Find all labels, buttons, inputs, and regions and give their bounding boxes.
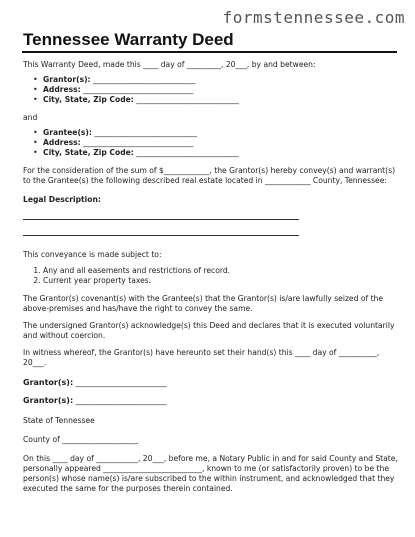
deed-body xyxy=(23,60,403,494)
grantee-name-label: Grantee(s): xyxy=(43,128,92,137)
grantee-city-blank: ___________________________ xyxy=(136,148,239,157)
grantor-block xyxy=(23,75,403,105)
signature-label: Grantor(s): xyxy=(23,378,74,387)
grantor-city-blank: ___________________________ xyxy=(136,95,239,104)
grantee-name-blank: ___________________________ xyxy=(94,128,197,137)
subject-to-list xyxy=(23,266,403,286)
subject-item: 1. Any and all easements and restrictions of record. xyxy=(43,266,403,276)
signature-blank: ________________________ xyxy=(75,378,167,387)
and-text: and xyxy=(23,113,38,122)
consideration-paragraph: For the consideration of the sum of $____________, the Grantor(s) hereby convey(s) and warrant(s) to the Grantee(s) the following described real estate located in ____________ County, Tennessee: xyxy=(23,166,396,185)
notary-paragraph: On this ____ day of ___________, 20___, before me, a Notary Public in and for said County and State, personally appeared __________________________, known to me (or satisfactorily proven) to be the person(s) whose name(s) is/are subscribed to the within instrument, and acknowledged that they executed the same for the purposes therein contained. xyxy=(23,454,398,493)
grantee-block xyxy=(23,128,403,158)
grantor-city-label: City, State, Zip Code: xyxy=(43,95,134,104)
grantee-address-label: Address: xyxy=(43,138,81,147)
grantor-name-blank: ___________________________ xyxy=(93,75,196,84)
legal-description-line-2 xyxy=(23,235,299,236)
document-title: Tennessee Warranty Deed xyxy=(23,30,234,49)
witness-paragraph: In witness whereof, the Grantor(s) have hereunto set their hand(s) this ____ day of __________, 20___. xyxy=(23,348,380,367)
signature-blank: ________________________ xyxy=(75,396,167,405)
state-line: State of Tennessee xyxy=(23,416,95,425)
intro-paragraph: This Warranty Deed, made this ____ day of _________, 20___, by and between: xyxy=(23,60,316,69)
grantor-name-label: Grantor(s): xyxy=(43,75,91,84)
grantee-address-row xyxy=(43,138,403,148)
signature-label: Grantor(s): xyxy=(23,396,74,405)
signature-line-2 xyxy=(23,396,403,406)
site-watermark: formstennessee.com xyxy=(222,8,405,27)
grantor-name-row xyxy=(43,75,403,85)
signature-line-1 xyxy=(23,378,403,388)
grantee-city-row xyxy=(43,148,403,158)
grantee-city-label: City, State, Zip Code: xyxy=(43,148,134,157)
grantor-address-row xyxy=(43,85,403,95)
covenant-paragraph: The Grantor(s) covenant(s) with the Grantee(s) that the Grantor(s) is/are lawfully seized of the above-premises and has/have the right to convey the same. xyxy=(23,294,384,313)
subject-to-paragraph: This conveyance is made subject to: xyxy=(23,250,162,259)
grantee-name-row xyxy=(43,128,403,138)
grantor-address-label: Address: xyxy=(43,85,81,94)
legal-description-line-1 xyxy=(23,219,299,220)
legal-description-heading: Legal Description: xyxy=(23,195,101,204)
subject-item: 2. Current year property taxes. xyxy=(43,276,403,286)
acknowledgment-paragraph: The undersigned Grantor(s) acknowledge(s) this Deed and declares that it is executed voluntarily and without coercion. xyxy=(23,321,395,340)
grantor-city-row xyxy=(43,95,403,105)
county-line: County of ____________________ xyxy=(23,435,139,444)
grantor-address-blank: _____________________________ xyxy=(83,85,194,94)
title-rule xyxy=(22,51,397,53)
grantee-address-blank: _____________________________ xyxy=(83,138,194,147)
